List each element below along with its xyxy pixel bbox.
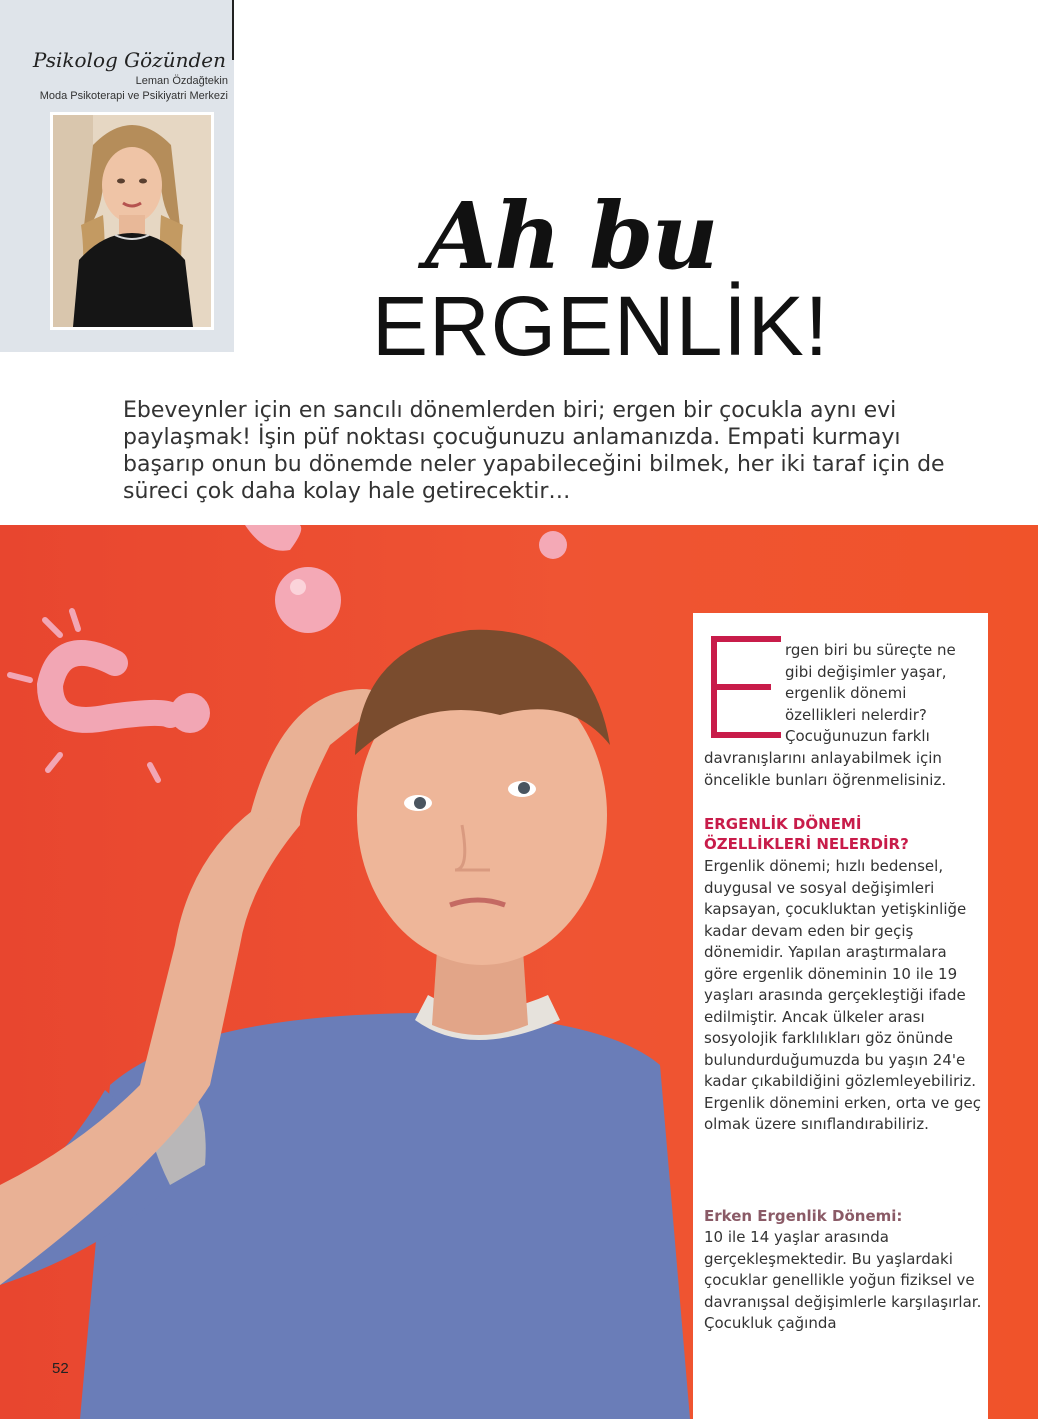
headline-script: Ah bu: [425, 182, 717, 290]
portrait-illustration: [53, 115, 211, 327]
sub-body: 10 ile 14 yaşlar arasında gerçekleşmektedir. Bu yaşlardaki çocuklar genellikle yoğun fiziksel ve davranışsal değişimlerle karşılaşırlar. Çocukluk çağında: [704, 1228, 982, 1332]
question-mark-icon: [10, 611, 210, 780]
author-affiliation: Moda Psikoterapi ve Psikiyatri Merkezi: [39, 90, 228, 102]
dropcap-letter: [705, 632, 787, 742]
author-portrait: [50, 112, 214, 330]
headline-caps: ERGENLİK!: [372, 279, 830, 373]
author-panel: [0, 0, 234, 352]
intro-paragraph-end: davranışlarını anlayabilmek için öncelikle bunları öğrenmelisiniz.: [704, 749, 947, 789]
author-name: Leman Özdağtekin: [135, 75, 228, 87]
intro-paragraph-start: rgen biri bu süreçte ne gibi değişimler yaşar, ergenlik dönemi özellikleri nelerdir? Çocuğunuzun farklı: [785, 641, 956, 745]
bubble-icon: [245, 525, 567, 633]
sub-heading: Erken Ergenlik Dönemi:: [704, 1207, 903, 1225]
page-number: 52: [52, 1360, 69, 1377]
column-rule: [232, 0, 234, 60]
lead-paragraph: Ebeveynler için en sancılı dönemlerden biri; ergen bir çocukla aynı evi paylaşmak! İşin püf noktası çocuğunuzu anlamanızda. Empati kurmayı başarıp onun bu dönemde neler yapabileceğini bilmek, her iki taraf için de süreci çok daha kolay hale getirecektir…: [123, 398, 945, 504]
section-heading: ERGENLİK DÖNEMİ ÖZELLİKLERİ NELERDİR?: [704, 815, 909, 853]
column-name: Psikolog Gözünden: [32, 48, 226, 72]
section-body: Ergenlik dönemi; hızlı bedensel, duygusal ve sosyal değişimleri kapsayan, çocukluktan yetişkinliğe kadar devam eden bir geçiş dönemidir. Yapılan araştırmalara göre ergenlik döneminin 10 ile 19 yaşları arasında gerçekleştiği ifade edilmiştir. Ancak ülkeler arası sosyolojik farklılıkları göz önünde bulundurduğumuzda bu yaşın 24'e kadar çıkabildiğini gözlemleyebiliriz. Ergenlik dönemini erken, orta ve geç olmak üzere sınıflandırabiliriz.: [704, 857, 981, 1133]
